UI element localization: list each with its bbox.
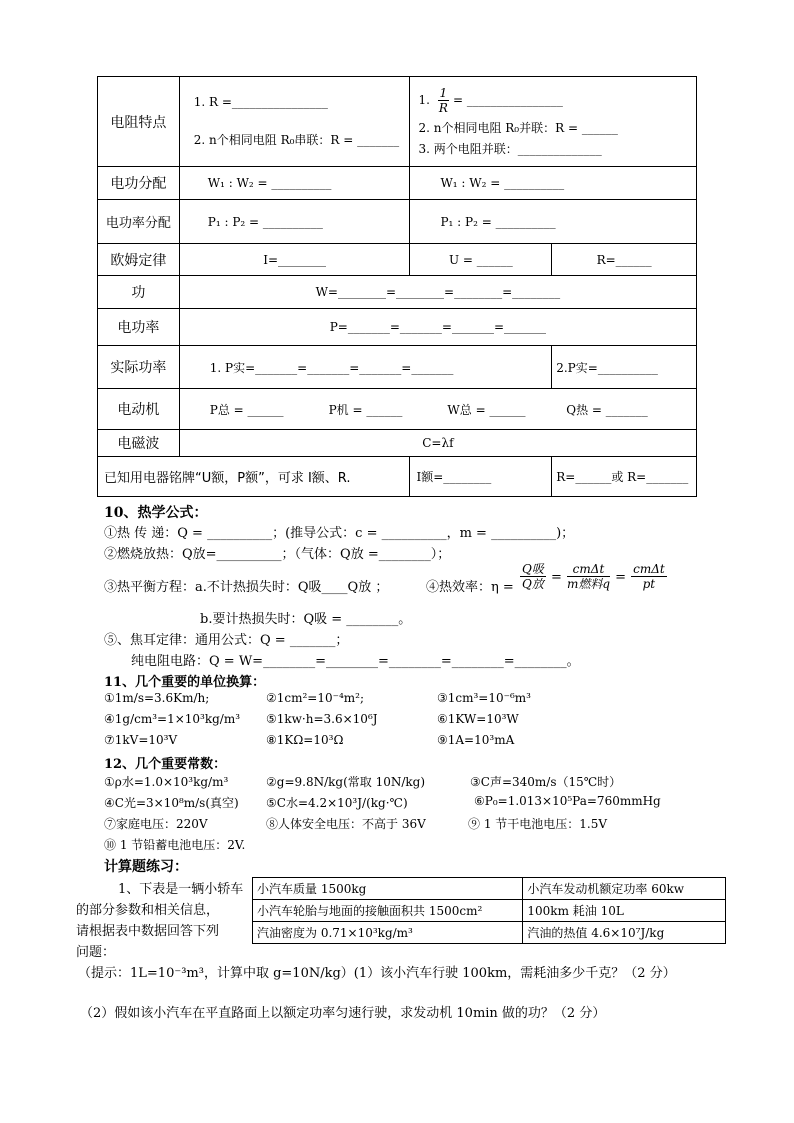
exercise-intro: 的部分参数和相关信息， xyxy=(76,903,220,918)
cell: W₁ : W₂ = __________ xyxy=(410,167,697,200)
cell: W=________=________=________=________ xyxy=(179,276,696,309)
cell: W₁ : W₂ = __________ xyxy=(179,167,410,200)
efficiency-formula: $\frac{\text{Q吸}}{\text{Q放}}$ = $\frac{\text{cmΔt}}{\text{m燃料q}}$ = $\frac{\text{cmΔt}}{pt}$ xyxy=(522,562,665,591)
cell: 2.P实=__________ xyxy=(552,346,697,389)
cell: R=______或 R=_______ xyxy=(552,457,697,497)
row-label: 电功分配 xyxy=(98,167,180,200)
const-item: ⑥P₀=1.013×10⁵Pa=760mmHg xyxy=(474,794,661,808)
const-item: ⑩ 1 节铅蓄电池电压：2V. xyxy=(104,838,246,852)
cell: U = ______ xyxy=(410,244,552,276)
unit-item: ⑧1KΩ=10³Ω xyxy=(266,733,344,747)
car-cell: 汽油密度为 0.71×10³kg/m³ xyxy=(253,922,523,944)
row-label: 电动机 xyxy=(98,389,180,430)
cell: I=________ xyxy=(179,244,410,276)
const-item: ②g=9.8N/kg(常取 10N/kg) xyxy=(266,775,426,789)
resistance-parallel-cell: 1. $\frac{1}{R}$ = ________________ 2. n个相同电阻 R₀并联：R = ______ 3. 两个电阻并联：______________ xyxy=(410,77,697,167)
const-item: ④C光=3×10⁸m/s(真空) xyxy=(104,796,239,810)
heat-line-3a: ③热平衡方程：a.不计热损失时：Q吸____Q放 ； xyxy=(104,580,389,595)
car-cell: 100km 耗油 10L xyxy=(523,900,726,922)
heat-line-2: ②燃烧放热：Q放=__________；（气体：Q放 =________）； xyxy=(104,547,451,562)
efficiency-fraction-1: $\frac{\text{Q吸}}{\text{Q放}}$ xyxy=(522,562,544,591)
const-item: ⑧人体安全电压：不高于 36V xyxy=(266,817,426,831)
row-label: 已知用电器铭牌“U额，P额”，可求 I额、R. xyxy=(98,457,410,497)
efficiency-fraction-2: $\frac{\text{cmΔt}}{\text{m燃料q}}$ xyxy=(566,562,610,591)
const-item: ⑤C水=4.2×10³J/(kg·℃) xyxy=(266,796,408,810)
cell: C=λf xyxy=(179,430,696,457)
heat-line-5: ⑤、焦耳定律：通用公式：Q = _______； xyxy=(104,633,349,648)
row-label: 欧姆定律 xyxy=(98,244,180,276)
cell: 1. P实=_______=_______=_______=_______ xyxy=(179,346,551,389)
efficiency-fraction-3: $\frac{\text{cmΔt}}{pt}$ xyxy=(633,562,665,591)
efficiency-label: ④热效率：η = xyxy=(426,580,514,595)
car-table xyxy=(252,877,726,944)
unit-item: ⑦1kV=10³V xyxy=(104,733,178,747)
row-label: 实际功率 xyxy=(98,346,180,389)
car-cell: 小汽车轮胎与地面的接触面积共 1500cm² xyxy=(253,900,523,922)
row-label: 功 xyxy=(98,276,180,309)
heat-line-1: ①热 传 递：Q = __________；(推导公式：c = __________，m = __________)； xyxy=(104,526,575,541)
resistance-series-cell: 1. R =________________ 2. n个相同电阻 R₀串联：R = _______ xyxy=(179,77,410,167)
consts-title: 12、几个重要常数： xyxy=(104,757,227,772)
exercise-intro: 问题： xyxy=(76,945,116,960)
heat-line-4: b.要计热损失时：Q吸 = ________。 xyxy=(200,612,412,627)
exercise-title: 计算题练习： xyxy=(104,859,188,875)
unit-item: ⑥1KW=10³W xyxy=(437,712,519,726)
cell: I额=________ xyxy=(410,457,552,497)
heat-title: 10、热学公式： xyxy=(104,505,208,521)
cell: P₁ : P₂ = __________ xyxy=(410,200,697,244)
formula-table xyxy=(97,76,697,497)
car-cell: 汽油的热值 4.6×10⁷J/kg xyxy=(523,922,726,944)
units-title: 11、几个重要的单位换算： xyxy=(104,675,266,690)
row-label: 电磁波 xyxy=(98,430,180,457)
row-label: 电功率分配 xyxy=(98,200,180,244)
car-cell: 小汽车发动机额定功率 60kw xyxy=(523,878,726,900)
exercise-intro: 请根据表中数据回答下列 xyxy=(76,924,220,939)
exercise-hint: （提示：1L=10⁻³m³，计算中取 g=10N/kg）(1）该小汽车行驶 100km，需耗油多少千克？（2 分） xyxy=(78,966,676,981)
unit-item: ⑨1A=10³mA xyxy=(437,733,515,747)
const-item: ③C声=340m/s（15℃时） xyxy=(470,775,622,789)
unit-item: ③1cm³=10⁻⁶m³ xyxy=(437,691,531,705)
const-item: ①ρ水=1.0×10³kg/m³ xyxy=(104,775,229,789)
cell: P=_______=_______=_______=_______ xyxy=(179,309,696,346)
motor-cell: P总 = ______ P机 = ______ W总 = ______ Q热 = _______ xyxy=(179,389,696,430)
cell: P₁ : P₂ = __________ xyxy=(179,200,410,244)
cell: R=______ xyxy=(552,244,697,276)
unit-item: ②1cm²=10⁻⁴m²; xyxy=(266,691,365,705)
unit-item: ⑤1kw·h=3.6×10⁶J xyxy=(266,712,378,726)
unit-item: ④1g/cm³=1×10³kg/m³ xyxy=(104,712,241,726)
const-item: ⑨ 1 节干电池电压：1.5V xyxy=(468,817,608,831)
row-label: 电阻特点 xyxy=(98,77,180,167)
exercise-intro: 1、下表是一辆小轿车 xyxy=(118,882,244,897)
car-cell: 小汽车质量 1500kg xyxy=(253,878,523,900)
one-over-r-fraction: $\frac{1}{R}$ xyxy=(438,86,448,115)
exercise-q2: （2）假如该小汽车在平直路面上以额定功率匀速行驶，求发动机 10min 做的功？（2 分） xyxy=(80,1006,606,1021)
const-item: ⑦家庭电压：220V xyxy=(104,817,208,831)
unit-item: ①1m/s=3.6Km/h; xyxy=(104,691,210,705)
row-label: 电功率 xyxy=(98,309,180,346)
heat-line-6: 纯电阻电路：Q = W=________=________=________=________=________。 xyxy=(131,654,580,669)
